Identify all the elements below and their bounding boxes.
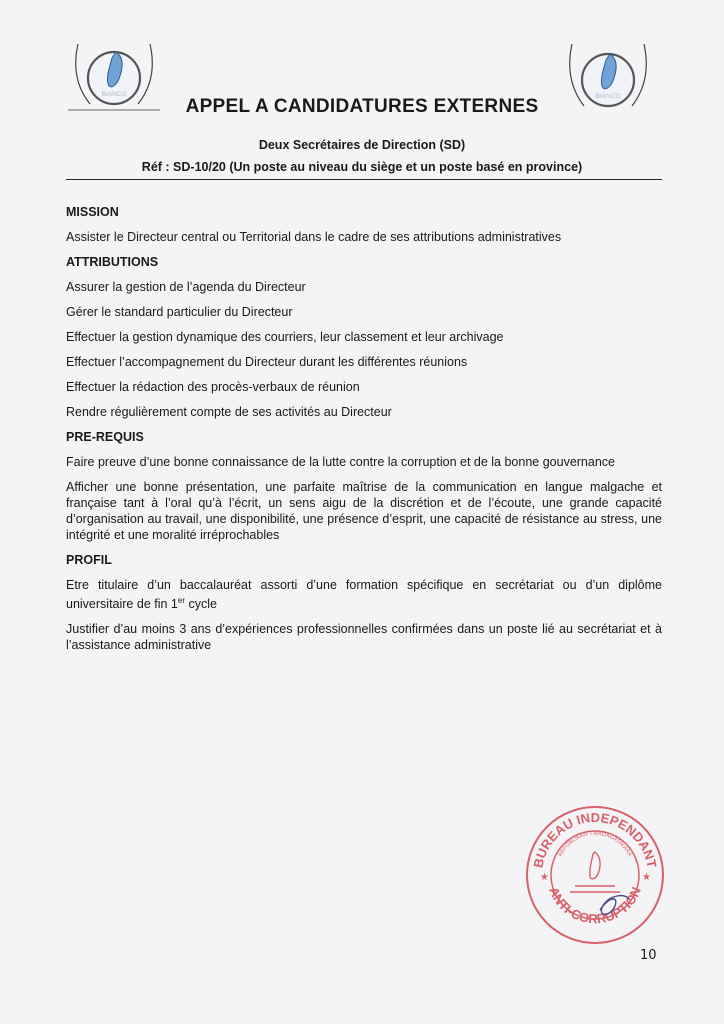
ordinal-superscript: er <box>177 596 185 605</box>
logo-text: BIANCO <box>101 91 127 98</box>
official-stamp <box>520 800 670 950</box>
section-heading-profil: PROFIL <box>66 553 112 567</box>
position-subtitle: Deux Secrétaires de Direction (SD) <box>258 138 466 152</box>
stamp-text-top: BUREAU INDEPENDANT <box>530 809 660 870</box>
header-divider <box>66 179 662 180</box>
logo-text: BIANCO <box>595 93 621 100</box>
document-body <box>66 204 662 662</box>
stamp-text-mid: REPOBLIKAN’ I MADAGASIKARA <box>557 830 633 858</box>
attribution-item: Effectuer l’accompagnement du Directeur durant les différentes réunions <box>66 355 468 369</box>
stamp-star-icon: ★ <box>540 872 549 883</box>
profil-degree-text: Etre titulaire d’un baccalauréat assorti d’une formation spécifique en secrétariat ou d’un diplôme universitaire de fin 1 <box>66 578 662 612</box>
prerequis-item: Faire preuve d’une bonne connaissance de la lutte contre la corruption et de la bonne gouvernance <box>66 455 615 469</box>
attribution-item: Gérer le standard particulier du Directeur <box>66 305 293 319</box>
attribution-item: Effectuer la rédaction des procès-verbaux de réunion <box>66 380 360 394</box>
mission-item: Assister le Directeur central ou Territorial dans le cadre de ses attributions administratives <box>66 230 562 244</box>
reference-line: Réf : SD-10/20 (Un poste au niveau du siège et un poste basé en province) <box>141 160 583 174</box>
profil-item-experience: Justifier d’au moins 3 ans d’expériences professionnelles confirmées dans un poste lié au secrétariat et à l’assistance administrative <box>66 622 662 653</box>
prerequis-item: Afficher une bonne présentation, une parfaite maîtrise de la communication en langue malgache et française tant à l’oral qu’à l’écrit, un sens aigu de la discrétion et de l’écoute, une grande capacité d’organisation au travail, une disponibilité, une présence d’esprit, une capacité de résistance au stress, une intégrité et une moralité irréprochables <box>66 480 662 542</box>
section-heading-prerequis: PRE-REQUIS <box>66 430 144 444</box>
attribution-item: Effectuer la gestion dynamique des courriers, leur classement et leur archivage <box>66 330 504 344</box>
page-number: 10 <box>640 948 657 963</box>
stamp-text-bottom: ANTI-CORRUPTION <box>546 884 644 927</box>
attribution-item: Assurer la gestion de l’agenda du Directeur <box>66 280 306 294</box>
section-heading-attributions: ATTRIBUTIONS <box>66 255 159 269</box>
attribution-item: Rendre régulièrement compte de ses activités au Directeur <box>66 405 392 419</box>
section-heading-mission: MISSION <box>66 205 119 219</box>
profil-degree-cycle: cycle <box>185 597 217 612</box>
document-title: APPEL A CANDIDATURES EXTERNES <box>185 96 539 117</box>
stamp-star-icon: ★ <box>642 872 651 883</box>
profil-item-degree <box>66 577 662 612</box>
